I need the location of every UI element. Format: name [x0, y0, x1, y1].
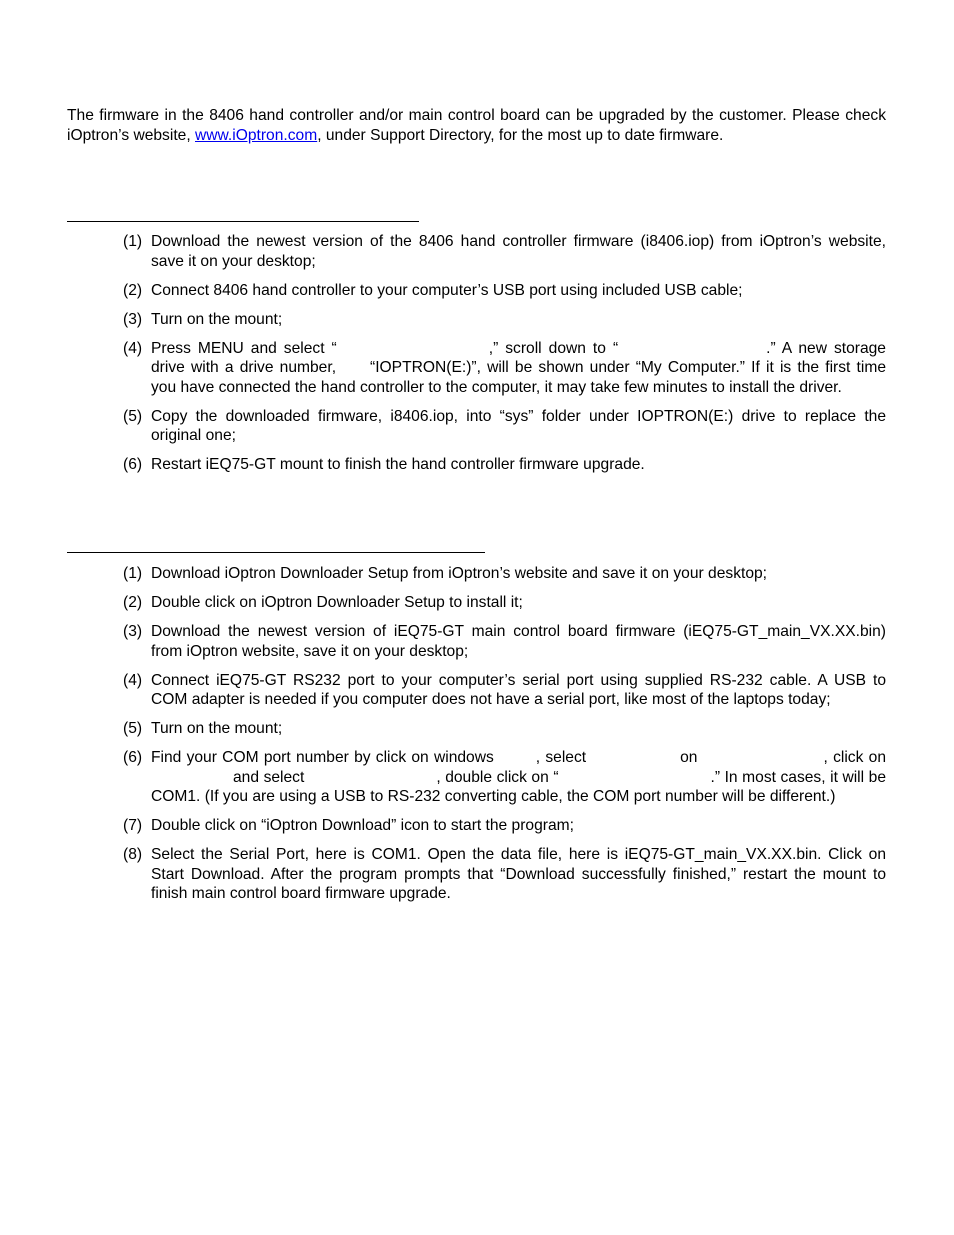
list-item	[123, 281, 886, 301]
step-text: Connect iEQ75-GT RS232 port to your computer’s serial port using supplied RS-232 cable. A USB to COM adapter is needed if you computer does not have a serial port, like most of the laptops today;	[151, 671, 886, 708]
step-number: (5)	[123, 720, 143, 737]
step-text-part: , select	[535, 749, 587, 766]
step-text-part: , double click on “	[436, 768, 559, 786]
step-number: (4)	[123, 339, 143, 357]
step-number: (1)	[123, 565, 143, 582]
step-text: Download the newest version of the 8406 hand controller firmware (i8406.iop) from iOptron’s website, save it on your desktop;	[151, 233, 886, 270]
list-item	[123, 564, 886, 584]
step-number: (1)	[123, 233, 143, 250]
section-heading-underline-hand-controller	[67, 221, 419, 222]
intro-paragraph	[67, 106, 886, 145]
step-number: (2)	[123, 281, 143, 299]
list-item	[123, 845, 886, 904]
step-text-part: “IOPTRON(E:)”, will be shown under “My Computer.” If it is the first time you have connected the hand controller to the computer, it may take few minutes to install the driver.	[151, 359, 886, 396]
list-item	[123, 593, 886, 613]
step-text: Select the Serial Port, here is COM1. Open the data file, here is iEQ75-GT_main_VX.XX.bin. Click on Start Download. After the program prompts that “Download successfully finished,” restart the mount to finish main control board firmware upgrade.	[151, 846, 886, 902]
list-item	[123, 407, 886, 446]
step-text: Download the newest version of iEQ75-GT main control board firmware (iEQ75-GT_main_VX.XX.bin) from iOptron website, save it on your desktop;	[151, 623, 886, 660]
list-item	[123, 622, 886, 661]
step-number: (8)	[123, 846, 143, 863]
step-text-part: .” In most cases, it will be COM1. (If you are using a USB to RS-232 converting cable, the COM port number will be different.)	[151, 768, 886, 805]
step-text-part: Find your COM port number by click on windows	[151, 749, 494, 766]
list-item	[123, 455, 886, 475]
hand-controller-upgrade-steps	[123, 232, 886, 484]
step-text-part: ,” scroll down to “	[488, 339, 619, 357]
ioptron-website-link[interactable]: www.iOptron.com	[195, 126, 318, 144]
main-board-upgrade-steps	[123, 564, 886, 913]
step-text: Restart iEQ75-GT mount to finish the hand controller firmware upgrade.	[151, 456, 645, 473]
intro-text-after: , under Support Directory, for the most up to date firmware.	[317, 126, 724, 144]
section-heading-underline-main-board	[67, 552, 485, 553]
step-text: Double click on “iOptron Download” icon to start the program;	[151, 817, 574, 834]
step-text-part: .” A new storage drive with a drive number,	[151, 339, 886, 376]
step-number: (3)	[123, 310, 143, 328]
step-text: Download iOptron Downloader Setup from iOptron’s website and save it on your desktop;	[151, 565, 767, 582]
step-text: Copy the downloaded firmware, i8406.iop, into “sys” folder under IOPTRON(E:) drive to replace the original one;	[151, 407, 886, 444]
step-text-part: and select	[233, 768, 305, 786]
step-text: Turn on the mount;	[151, 310, 283, 328]
step-number: (3)	[123, 623, 143, 640]
step-text: Connect 8406 hand controller to your computer’s USB port using included USB cable;	[151, 281, 743, 299]
list-item	[123, 232, 886, 271]
step-text-part: on	[680, 749, 698, 766]
step-number: (5)	[123, 407, 143, 425]
step-number: (4)	[123, 671, 143, 689]
list-item	[123, 748, 886, 807]
intro-text-before: The firmware in the 8406 hand controller and/or main control board can be upgraded by the customer. Please check iOptron’s website,	[67, 107, 886, 144]
list-item	[123, 339, 886, 398]
step-text-part: ,	[823, 749, 828, 766]
step-text-part: Press MENU and select “	[151, 339, 337, 357]
step-text: Turn on the mount;	[151, 720, 283, 737]
step-number: (2)	[123, 594, 143, 611]
step-number: (7)	[123, 817, 143, 834]
list-item	[123, 310, 886, 330]
step-number: (6)	[123, 456, 143, 473]
step-text: Double click on iOptron Downloader Setup to install it;	[151, 594, 523, 611]
list-item	[123, 671, 886, 710]
step-text-part: click on	[833, 749, 886, 766]
list-item	[123, 719, 886, 739]
list-item	[123, 816, 886, 836]
step-number: (6)	[123, 749, 143, 766]
